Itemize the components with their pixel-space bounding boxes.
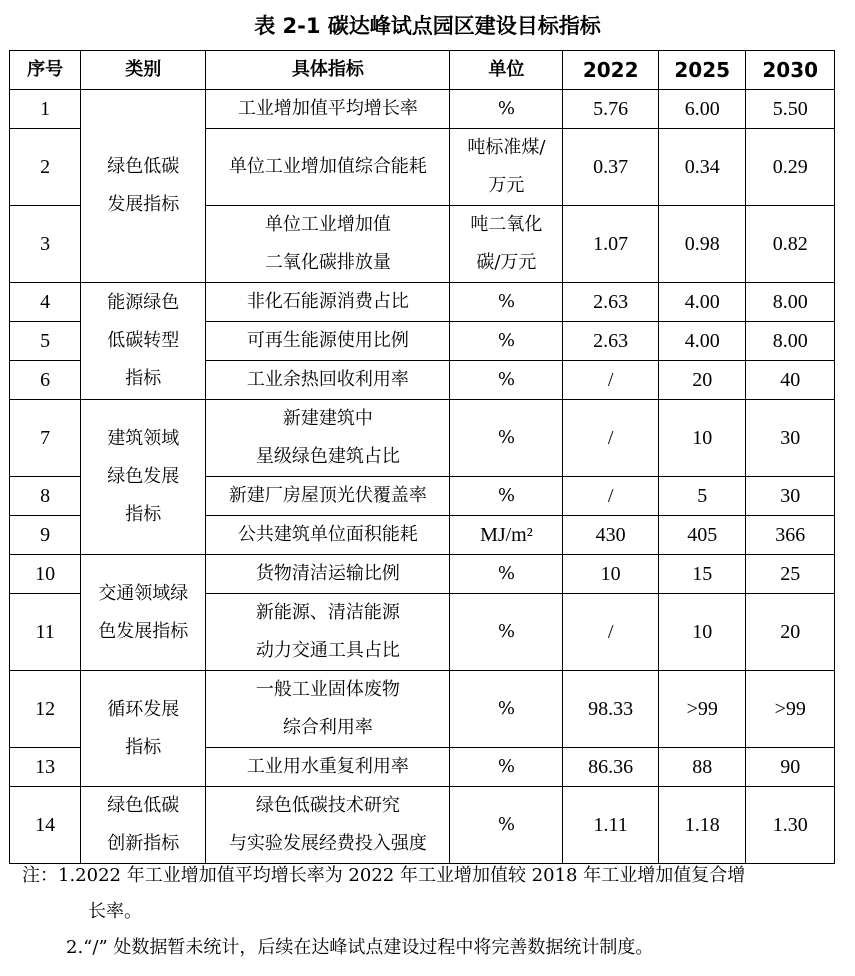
unit-cell-line: % (497, 621, 515, 642)
row-seq: 3 (10, 206, 81, 283)
value-2022: / (563, 400, 659, 477)
indicator-cell (206, 516, 450, 555)
value-2022: 1.07 (563, 206, 659, 283)
unit-cell (450, 322, 563, 361)
unit-cell-line: 万元 (488, 175, 525, 196)
value-2030: 366 (746, 516, 835, 555)
unit-cell (450, 400, 563, 477)
value-2025: 4.00 (658, 283, 745, 322)
value-2030: 0.82 (746, 206, 835, 283)
category-cell (81, 400, 206, 555)
table-row (10, 787, 835, 864)
unit-cell (450, 477, 563, 516)
row-seq: 4 (10, 283, 81, 322)
indicator-cell-line: 与实验发展经费投入强度 (228, 833, 427, 854)
indicator-table (9, 50, 835, 864)
unit-cell-line: % (497, 369, 515, 390)
indicator-cell-line: 工业用水重复利用率 (246, 756, 409, 777)
indicator-cell-line: 一般工业固体废物 (255, 679, 400, 700)
value-2030: 8.00 (746, 283, 835, 322)
indicator-cell (206, 477, 450, 516)
row-seq: 9 (10, 516, 81, 555)
row-seq: 13 (10, 748, 81, 787)
value-2022: 2.63 (563, 322, 659, 361)
indicator-cell-line: 新能源、清洁能源 (255, 602, 400, 623)
category-cell-line: 能源绿色 (107, 292, 180, 313)
value-2030: 8.00 (746, 322, 835, 361)
unit-cell (450, 748, 563, 787)
indicator-cell (206, 594, 450, 671)
category-cell-line: 绿色低碳 (107, 156, 180, 177)
table-row (10, 90, 835, 129)
unit-cell (450, 555, 563, 594)
unit-cell-line: % (497, 563, 515, 584)
value-2022: 1.11 (563, 787, 659, 864)
indicator-cell (206, 129, 450, 206)
row-seq: 1 (10, 90, 81, 129)
value-2025: 0.34 (658, 129, 745, 206)
value-2030: 30 (746, 400, 835, 477)
indicator-cell-line: 货物清洁运输比例 (255, 563, 400, 584)
indicator-cell-line: 单位工业增加值 (264, 214, 391, 235)
value-2025: 1.18 (658, 787, 745, 864)
indicator-cell (206, 361, 450, 400)
category-cell (81, 283, 206, 400)
value-2030: 5.50 (746, 90, 835, 129)
unit-cell-line: % (497, 427, 515, 448)
category-cell-line: 色发展指标 (98, 620, 189, 642)
category-cell (81, 555, 206, 671)
value-2022: 10 (563, 555, 659, 594)
header-row (10, 51, 835, 90)
value-2030: 20 (746, 594, 835, 671)
note-1: 注：1.2022 年工业增加值平均增长率为 2022 年工业增加值较 2018 年工业增加值复合增 (22, 865, 746, 886)
unit-cell-line: % (497, 98, 515, 119)
value-2022: 86.36 (563, 748, 659, 787)
row-seq: 11 (10, 594, 81, 671)
value-2022: / (563, 477, 659, 516)
unit-cell (450, 787, 563, 864)
unit-cell-line: MJ/m² (480, 524, 533, 546)
indicator-cell-line: 工业余热回收利用率 (246, 369, 409, 390)
header-seq: 序号 (10, 51, 81, 90)
table-row (10, 400, 835, 477)
row-seq: 10 (10, 555, 81, 594)
row-seq: 6 (10, 361, 81, 400)
header-unit: 单位 (450, 51, 563, 90)
indicator-cell-line: 公共建筑单位面积能耗 (237, 524, 418, 545)
value-2022: / (563, 361, 659, 400)
category-cell-line: 指标 (125, 368, 162, 389)
unit-cell-line: % (497, 756, 515, 777)
note-2: 2.“/” 处数据暂未统计，后续在达峰试点建设过程中将完善数据统计制度。 (66, 937, 654, 958)
unit-cell (450, 90, 563, 129)
unit-cell (450, 129, 563, 206)
row-seq: 2 (10, 129, 81, 206)
value-2025: 405 (658, 516, 745, 555)
value-2030: 25 (746, 555, 835, 594)
value-2025: >99 (658, 671, 745, 748)
category-cell-line: 低碳转型 (107, 330, 180, 351)
indicator-cell (206, 322, 450, 361)
table-notes (22, 858, 832, 966)
indicator-cell (206, 555, 450, 594)
value-2025: 0.98 (658, 206, 745, 283)
row-seq: 7 (10, 400, 81, 477)
unit-cell-line: 吨二氧化 (470, 214, 543, 235)
indicator-cell-line: 单位工业增加值综合能耗 (228, 156, 427, 177)
table-caption: 表 2-1 碳达峰试点园区建设目标指标 (254, 14, 601, 38)
indicator-cell (206, 90, 450, 129)
value-2022: 2.63 (563, 283, 659, 322)
unit-cell (450, 594, 563, 671)
unit-cell-line: % (497, 485, 515, 506)
row-seq: 14 (10, 787, 81, 864)
table-row (10, 671, 835, 748)
category-cell-line: 发展指标 (107, 194, 180, 215)
indicator-cell-line: 星级绿色建筑占比 (255, 446, 400, 467)
indicator-cell-line: 新建建筑中 (282, 408, 373, 429)
indicator-cell (206, 787, 450, 864)
unit-cell-line: 吨标准煤/ (467, 137, 546, 158)
indicator-cell (206, 748, 450, 787)
indicator-cell-line: 二氧化碳排放量 (264, 252, 391, 273)
indicator-cell-line: 动力交通工具占比 (255, 640, 400, 661)
indicator-cell-line: 非化石能源消费占比 (246, 291, 409, 312)
value-2025: 20 (658, 361, 745, 400)
value-2025: 4.00 (658, 322, 745, 361)
note-1-continued: 长率。 (88, 901, 142, 922)
category-cell-line: 创新指标 (107, 833, 180, 854)
header-2022: 2022 (563, 51, 659, 90)
unit-cell-line: % (497, 698, 515, 719)
value-2030: 40 (746, 361, 835, 400)
category-cell-line: 循环发展 (107, 698, 180, 720)
unit-cell-line: % (497, 814, 515, 835)
header-2025: 2025 (658, 51, 745, 90)
row-seq: 5 (10, 322, 81, 361)
category-cell-line: 交通领域绿 (98, 582, 189, 604)
value-2025: 15 (658, 555, 745, 594)
indicator-cell (206, 206, 450, 283)
indicator-cell (206, 671, 450, 748)
header-indicator: 具体指标 (206, 51, 450, 90)
value-2022: 0.37 (563, 129, 659, 206)
unit-cell (450, 361, 563, 400)
value-2030: 30 (746, 477, 835, 516)
indicator-cell-line: 绿色低碳技术研究 (255, 795, 400, 816)
unit-cell (450, 283, 563, 322)
value-2030: 1.30 (746, 787, 835, 864)
category-cell (81, 90, 206, 283)
row-seq: 8 (10, 477, 81, 516)
category-cell (81, 671, 206, 787)
value-2025: 10 (658, 400, 745, 477)
unit-cell-line: 碳/万元 (476, 252, 537, 273)
row-seq: 12 (10, 671, 81, 748)
unit-cell-line: % (497, 291, 515, 312)
unit-cell-line: % (497, 330, 515, 351)
indicator-cell-line: 可再生能源使用比例 (246, 330, 409, 351)
category-cell (81, 787, 206, 864)
value-2022: 98.33 (563, 671, 659, 748)
category-cell-line: 指标 (125, 504, 162, 525)
category-cell-line: 绿色低碳 (107, 795, 180, 816)
value-2025: 88 (658, 748, 745, 787)
value-2025: 10 (658, 594, 745, 671)
indicator-cell-line: 综合利用率 (282, 717, 373, 738)
header-category: 类别 (81, 51, 206, 90)
value-2022: 430 (563, 516, 659, 555)
value-2025: 5 (658, 477, 745, 516)
value-2025: 6.00 (658, 90, 745, 129)
table-row (10, 283, 835, 322)
value-2030: 0.29 (746, 129, 835, 206)
indicator-cell-line: 工业增加值平均增长率 (237, 98, 418, 119)
table-row (10, 555, 835, 594)
unit-cell (450, 516, 563, 555)
header-2030: 2030 (746, 51, 835, 90)
category-cell-line: 指标 (125, 736, 162, 758)
indicator-cell (206, 400, 450, 477)
value-2022: / (563, 594, 659, 671)
value-2030: >99 (746, 671, 835, 748)
value-2022: 5.76 (563, 90, 659, 129)
indicator-cell (206, 283, 450, 322)
indicator-cell-line: 新建厂房屋顶光伏覆盖率 (228, 485, 427, 506)
unit-cell (450, 206, 563, 283)
unit-cell (450, 671, 563, 748)
category-cell-line: 建筑领域 (107, 428, 180, 449)
value-2030: 90 (746, 748, 835, 787)
category-cell-line: 绿色发展 (107, 466, 180, 487)
